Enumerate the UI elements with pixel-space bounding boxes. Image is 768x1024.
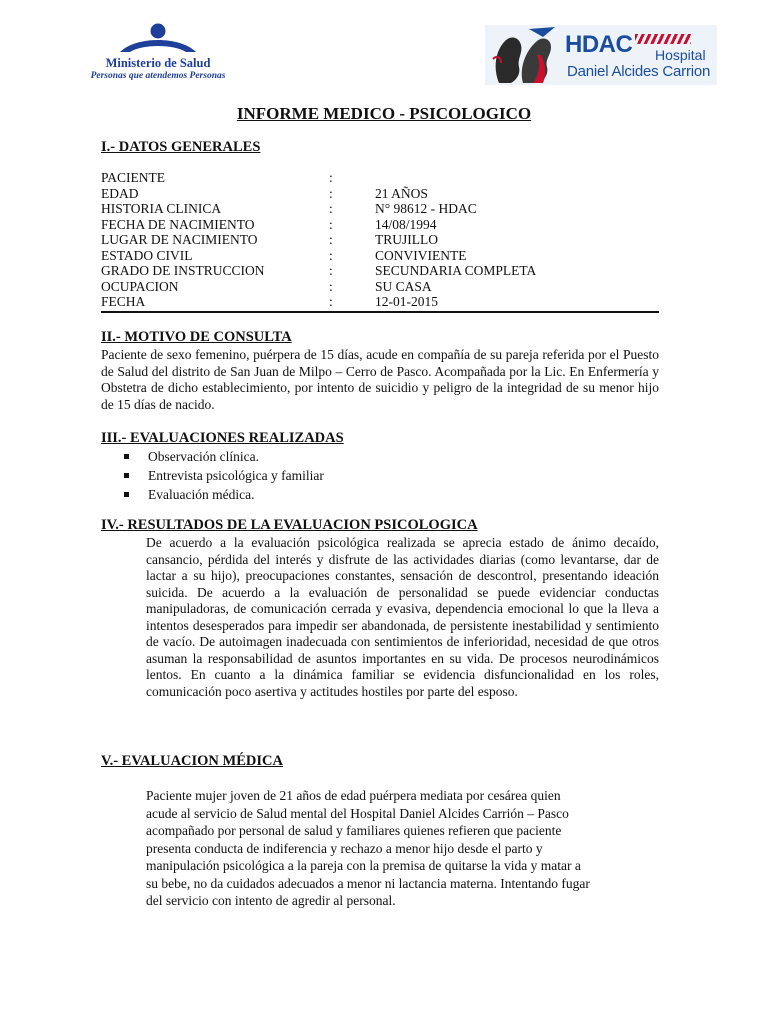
datos-separator: : xyxy=(329,232,333,247)
hdac-title: HDAC xyxy=(565,31,633,58)
datos-value: 12-01-2015 xyxy=(375,294,438,309)
datos-row xyxy=(101,232,659,248)
datos-row xyxy=(101,217,659,233)
datos-label: FECHA DE NACIMIENTO xyxy=(101,216,255,232)
datos-separator: : xyxy=(329,278,333,294)
minsa-tagline: Personas que atendemos Personas xyxy=(90,71,226,81)
minsa-emblem-icon xyxy=(118,22,198,56)
datos-label: HISTORIA CLINICA xyxy=(101,201,222,216)
datos-row xyxy=(101,263,659,279)
section-heading-datos-generales: I.- DATOS GENERALES xyxy=(101,139,261,155)
datos-generales-table xyxy=(101,170,659,310)
resultados-paragraph xyxy=(146,535,659,700)
datos-separator: : xyxy=(329,201,333,216)
hdac-hospital-label: Hospital xyxy=(655,47,706,63)
section-heading-motivo: II.- MOTIVO DE CONSULTA xyxy=(101,329,292,345)
datos-label: FECHA xyxy=(101,294,146,309)
section-heading-evaluaciones: III.- EVALUACIONES REALIZADAS xyxy=(101,430,344,446)
datos-label: EDAD xyxy=(101,185,139,201)
datos-value: N° 98612 - HDAC xyxy=(375,201,477,216)
datos-value: 21 AÑOS xyxy=(375,185,428,201)
datos-row xyxy=(101,170,659,186)
datos-separator: : xyxy=(329,294,333,309)
hdac-stripes xyxy=(635,34,691,44)
datos-label: GRADO DE INSTRUCCION xyxy=(101,263,265,278)
hdac-subtitle: Daniel Alcides Carrion xyxy=(567,63,711,80)
datos-row xyxy=(101,279,659,295)
datos-label: OCUPACION xyxy=(101,278,179,294)
datos-label: ESTADO CIVIL xyxy=(101,247,193,263)
minsa-name: Ministerio de Salud xyxy=(105,56,211,70)
datos-value: SU CASA xyxy=(375,278,432,294)
datos-label: LUGAR DE NACIMIENTO xyxy=(101,232,258,247)
hospital-faces-icon xyxy=(485,25,565,85)
datos-row xyxy=(101,186,659,202)
list-item: Evaluación médica. xyxy=(101,485,501,504)
datos-separator: : xyxy=(329,170,333,185)
datos-separator: : xyxy=(329,185,333,201)
list-item: Observación clínica. xyxy=(101,447,501,466)
motivo-paragraph xyxy=(101,347,659,413)
section-heading-evaluacion-medica: V.- EVALUACION MÉDICA xyxy=(101,753,283,769)
document-title: INFORME MEDICO - PSICOLOGICO xyxy=(236,104,532,123)
datos-value: SECUNDARIA COMPLETA xyxy=(375,263,537,278)
evaluaciones-list xyxy=(101,447,501,504)
datos-value: CONVIVIENTE xyxy=(375,247,467,263)
datos-label: PACIENTE xyxy=(101,170,166,185)
resultados-text: De acuerdo a la evaluación psicológica realizada se aprecia estado de ánimo decaído, cansancio, pérdida del interés y disfrute de las actividades diarias (como levantarse, dar de lactar a su hijo), preocupaciones constantes, sensación de descontrol, presentando ideación suicida. De acuerdo a la evaluación de personalidad se puede evidenciar conductas manipuladoras, de comunicación cerrada y evasiva, dependencia emocional lo que la lleva a intentos desesperados para impedir ser abandonada, de persistente inestabilidad y sentimiento de vacío. De autoimagen inadecuada con sentimientos de inferioridad, necesidad de que otros asuman la responsabilidad de asuntos importantes en su vida. De procesos neurodinámicos lentos. En cuanto a la dinámica familiar se evidencia disfuncionalidad en los roles, comunicación poco asertiva y actitudes hostiles por parte del esposo. xyxy=(146,535,659,699)
datos-row xyxy=(101,201,659,217)
list-item: Entrevista psicológica y familiar xyxy=(101,466,501,485)
datos-separator: : xyxy=(329,216,333,232)
datos-value: 14/08/1994 xyxy=(375,216,437,232)
datos-row xyxy=(101,248,659,264)
evaluacion-medica-text: Paciente mujer joven de 21 años de edad puérpera mediata por cesárea quien acude al servicio de Salud mental del Hospital Daniel Alcides Carrión – Pasco acompañado por personal de salud y familiares quienes refieren que paciente presenta conducta de indiferencia y rechazo a menor hijo desde el parto y manipulación psicológica a la pareja con la premisa de quitarse la vida y matar a su bebe, no da cuidados adecuados a menor ni lactancia materna. Intentando fugar del servicio con intento de agredir al personal. xyxy=(146,788,590,908)
datos-separator: : xyxy=(329,263,333,278)
section-heading-resultados: IV.- RESULTADOS DE LA EVALUACION PSICOLOGICA xyxy=(101,517,478,533)
divider-line xyxy=(101,311,659,313)
ministerio-salud-logo xyxy=(76,22,240,80)
motivo-text: Paciente de sexo femenino, puérpera de 15 días, acude en compañía de su pareja referida por el Puesto de Salud del distrito de San Juan de Milpo – Cerro de Pasco. Acompañada por la Lic. En Enfermería y Obstetra de dicho establecimiento, por intento de suicidio y peligro de la integridad de su menor hijo de 15 días de nacido. xyxy=(101,347,659,412)
datos-separator: : xyxy=(329,247,333,263)
hdac-hospital-logo xyxy=(485,25,717,85)
datos-row xyxy=(101,294,659,310)
datos-value: TRUJILLO xyxy=(375,232,438,247)
